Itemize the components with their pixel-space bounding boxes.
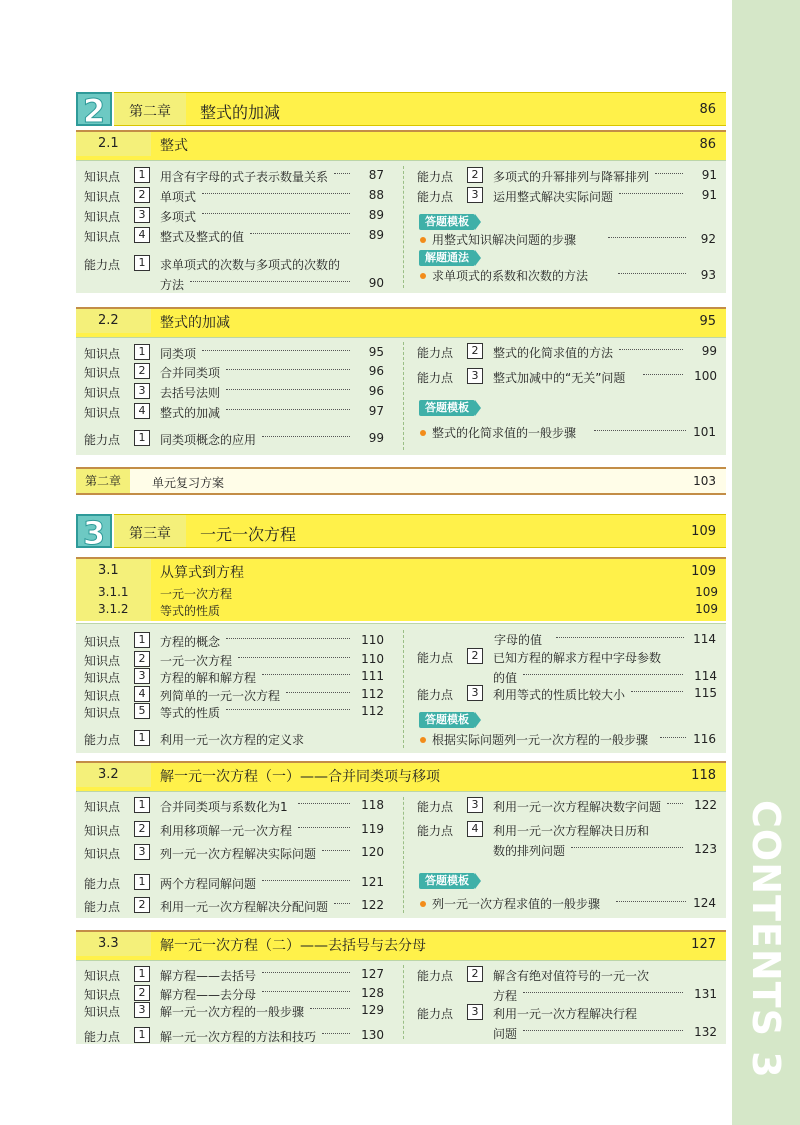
toc-item[interactable] [84,686,384,704]
item-page: 89 [368,208,384,222]
dot-leader [643,374,683,375]
item-kind: 知识点 [84,366,121,380]
item-text: 求单项式的次数与多项式的次数的 [160,258,341,272]
item-kind: 知识点 [84,800,121,814]
dot-leader [226,409,350,410]
item-page: 122 [361,898,384,912]
toc-item[interactable] [417,1004,717,1041]
item-page: 99 [701,344,717,358]
dot-leader [262,972,350,973]
toc-item[interactable] [84,844,384,862]
dot-leader [322,850,350,851]
item-text: 合并同类项 [160,366,221,380]
answer-template-tag: 答题模板 [419,712,475,728]
dot-leader [298,827,350,828]
item-text: 用含有字母的式子表示数量关系 [160,170,329,184]
item-kind: 知识点 [84,190,121,204]
chapter-label: 第二章 [129,104,171,120]
item-page: 128 [361,986,384,1000]
chapter-2-header[interactable] [76,92,726,130]
item-page: 91 [701,168,717,182]
item-kind: 知识点 [84,988,121,1002]
dot-leader [262,436,350,437]
bullet-icon [420,237,426,243]
dot-leader [322,1033,350,1034]
section-title: 从算式到方程 [160,565,244,581]
dot-leader [238,657,350,658]
bullet-icon [420,430,426,436]
section-title: 整式的加减 [160,315,230,331]
toc-item[interactable] [84,651,384,669]
toc-item[interactable] [84,730,384,748]
side-label [732,800,800,1079]
item-text: 列一元一次方程解决实际问题 [160,847,317,861]
section-page: 86 [699,137,716,152]
toc-item[interactable] [84,167,384,185]
item-kind: 能力点 [417,800,454,814]
item-kind: 知识点 [84,170,121,184]
item-kind: 知识点 [84,689,121,703]
item-page: 118 [361,798,384,812]
item-page: 99 [368,431,384,445]
item-text: 两个方程同解问题 [160,877,257,891]
item-page: 90 [368,276,384,290]
chapter-title: 整式的加减 [200,103,281,122]
item-number-box: 1 [134,255,150,271]
item-number-box: 1 [134,344,150,360]
item-kind: 知识点 [84,230,121,244]
item-number-box: 2 [467,648,483,664]
dot-leader [523,992,683,993]
item-text: 利用等式的性质比较大小 [493,688,626,702]
chapter-number-box [76,514,112,552]
review-page: 103 [693,474,716,488]
item-kind: 能力点 [417,824,454,838]
item-number-box: 5 [134,703,150,719]
dot-leader [298,803,350,804]
chapter-title: 一元一次方程 [200,525,297,544]
item-number-box: 2 [467,966,483,982]
dot-leader [226,389,350,390]
section-page: 118 [691,768,716,783]
section-title: 解一元一次方程（一）——合并同类项与移项 [160,769,440,785]
item-page: 97 [368,404,384,418]
item-page: 120 [361,845,384,859]
item-number-box: 1 [134,632,150,648]
item-page: 110 [361,652,384,666]
item-text: 解含有绝对值符号的一元一次 [493,969,650,983]
review-chapter-label: 第二章 [76,469,130,493]
section-page: 109 [691,564,716,579]
item-kind: 知识点 [84,824,121,838]
item-text-continued: 数的排列问题 [493,844,566,858]
item-text: 同类项概念的应用 [160,433,257,447]
toc-item[interactable] [417,821,717,858]
item-kind: 能力点 [417,688,454,702]
continued-item[interactable]: 字母的值 114 [494,632,716,647]
item-number-box: 3 [467,368,483,384]
item-text: 利用一元一次方程解决日历和 [493,824,650,838]
item-page: 96 [368,384,384,398]
item-page: 110 [361,633,384,647]
item-number-box: 1 [134,966,150,982]
section-number: 2.2 [98,313,119,328]
item-page: 121 [361,875,384,889]
item-text-continued: 问题 [493,1027,518,1041]
item-number-box: 3 [467,685,483,701]
toc-item[interactable] [84,227,384,245]
item-page: 114 [694,669,717,683]
item-page: 95 [368,345,384,359]
toc-item[interactable] [84,1002,384,1020]
toc-item[interactable] [84,255,384,292]
item-kind: 知识点 [84,1005,121,1019]
item-kind: 能力点 [417,651,454,665]
item-text: 多项式 [160,210,197,224]
item-kind: 能力点 [417,346,454,360]
dot-leader [619,349,683,350]
item-text: 多项式的升幂排列与降幂排列 [493,170,650,184]
chapter-number: 3 [82,514,106,552]
item-page: 127 [361,967,384,981]
chapter-number: 2 [82,92,106,130]
item-text-continued: 方法 [160,278,185,292]
item-text: 同类项 [160,347,197,361]
item-text: 解一元一次方程的一般步骤 [160,1005,305,1019]
toc-item[interactable] [84,430,384,448]
bullet-icon [420,737,426,743]
dot-leader [523,674,683,675]
item-page: 129 [361,1003,384,1017]
toc-item[interactable] [417,648,717,685]
dot-leader [619,193,683,194]
item-text: 列简单的一元一次方程 [160,689,281,703]
item-kind: 能力点 [84,733,121,747]
item-number-box: 3 [134,844,150,860]
dot-leader [655,173,683,174]
toc-item[interactable] [84,187,384,205]
item-number-box: 2 [467,343,483,359]
item-number-box: 3 [134,668,150,684]
item-page: 96 [368,364,384,378]
item-number-box: 2 [134,821,150,837]
dot-leader [262,991,350,992]
item-text-continued: 的值 [493,671,518,685]
toc-item[interactable] [84,897,384,915]
section-page: 95 [699,314,716,329]
item-number-box: 3 [467,1004,483,1020]
contents-label: CONTENTS 3 [744,800,788,1079]
toc-item[interactable] [417,167,717,185]
toc-item[interactable] [417,343,717,361]
item-page: 88 [368,188,384,202]
item-text: 方程的概念 [160,635,221,649]
item-kind: 能力点 [417,371,454,385]
bullet-icon [420,273,426,279]
item-number-box: 4 [467,821,483,837]
item-number-box: 2 [134,651,150,667]
item-text: 解一元一次方程的方法和技巧 [160,1030,317,1044]
item-page: 119 [361,822,384,836]
chapter-review-row[interactable] [76,467,726,495]
toc-item[interactable] [84,344,384,362]
toc-item[interactable] [84,632,384,650]
item-page: 131 [694,987,717,1001]
tip-item[interactable]: 整式的化简求值的一般步骤 101 [432,425,716,440]
dot-leader [250,233,350,234]
item-page: 87 [368,168,384,182]
chapter-3-header[interactable] [76,514,726,552]
toc-item[interactable] [84,966,384,984]
dot-leader [202,350,350,351]
item-number-box: 2 [134,897,150,913]
method-tag: 解题通法 [419,250,475,266]
section-number: 3.1 [98,563,119,578]
dot-leader [571,847,683,848]
item-kind: 能力点 [84,877,121,891]
item-text: 整式加减中的“无关”问题 [493,371,626,385]
section-title: 解一元一次方程（二）——去括号与去分母 [160,938,426,954]
item-kind: 知识点 [84,706,121,720]
dot-leader [202,213,350,214]
item-text: 利用一元一次方程的定义求 [160,733,305,747]
item-text: 整式的化简求值的方法 [493,346,614,360]
item-text: 利用移项解一元一次方程 [160,824,293,838]
item-kind: 能力点 [84,1030,121,1044]
item-number-box: 2 [467,167,483,183]
item-page: 122 [694,798,717,812]
item-page: 112 [361,687,384,701]
item-kind: 知识点 [84,671,121,685]
tip-item[interactable]: 用整式知识解决问题的步骤 92 [432,232,716,247]
dot-leader [523,1030,683,1031]
dot-leader [226,709,350,710]
item-kind: 知识点 [84,406,121,420]
item-page: 91 [701,188,717,202]
item-number-box: 3 [134,1002,150,1018]
item-kind: 知识点 [84,969,121,983]
toc-item[interactable] [84,797,384,815]
item-text: 方程的解和解方程 [160,671,257,685]
item-page: 89 [368,228,384,242]
item-page: 123 [694,842,717,856]
toc-item[interactable] [417,797,717,815]
toc-item[interactable] [84,383,384,401]
item-number-box: 4 [134,403,150,419]
item-text: 整式及整式的值 [160,230,245,244]
item-number-box: 1 [134,430,150,446]
toc-item[interactable] [84,985,384,1003]
item-text: 等式的性质 [160,706,221,720]
item-kind: 能力点 [417,190,454,204]
item-page: 112 [361,704,384,718]
item-text-continued: 方程 [493,989,518,1003]
toc-item[interactable] [84,703,384,721]
toc-item[interactable] [417,966,717,1003]
item-kind: 能力点 [417,170,454,184]
dot-leader [334,173,350,174]
section-number: 2.1 [98,136,119,151]
chapter-page: 86 [699,102,716,117]
item-page: 100 [694,369,717,383]
item-page: 115 [694,686,717,700]
item-number-box: 2 [134,187,150,203]
subsection-3-1-1[interactable]: 3.1.1 一元一次方程 109 [98,585,718,601]
item-text: 去括号法则 [160,386,221,400]
item-kind: 知识点 [84,347,121,361]
item-text: 解方程——去分母 [160,988,257,1002]
answer-template-tag: 答题模板 [419,400,475,416]
toc-item[interactable] [84,363,384,381]
section-title: 整式 [160,138,188,154]
toc-item[interactable] [84,207,384,225]
item-number-box: 2 [134,985,150,1001]
answer-template-tag: 答题模板 [419,214,475,230]
item-number-box: 1 [134,1027,150,1043]
dot-leader [286,692,350,693]
item-text: 单项式 [160,190,197,204]
tip-item[interactable]: 求单项式的系数和次数的方法 93 [432,268,716,283]
item-number-box: 2 [134,363,150,379]
section-number: 3.2 [98,767,119,782]
toc-item[interactable] [417,187,717,205]
dot-leader [631,691,683,692]
item-text: 利用一元一次方程解决数字问题 [493,800,662,814]
item-kind: 能力点 [417,969,454,983]
tip-item[interactable]: 根据实际问题列一元一次方程的一般步骤 116 [432,732,716,747]
item-number-box: 1 [134,730,150,746]
dot-leader [226,638,350,639]
item-kind: 知识点 [84,386,121,400]
toc-item[interactable] [84,403,384,421]
item-number-box: 3 [134,383,150,399]
item-kind: 能力点 [84,433,121,447]
item-kind: 能力点 [84,900,121,914]
item-text: 已知方程的解求方程中字母参数 [493,651,662,665]
review-title: 单元复习方案 [152,476,225,490]
answer-template-tag: 答题模板 [419,873,475,889]
dot-leader [310,1008,350,1009]
toc-item[interactable] [84,874,384,892]
tip-item[interactable]: 列一元一次方程求值的一般步骤 124 [432,896,716,911]
item-text: 解方程——去括号 [160,969,257,983]
item-number-box: 1 [134,167,150,183]
item-page: 111 [361,669,384,683]
section-page: 127 [691,937,716,952]
toc-item[interactable] [84,668,384,686]
chapter-page: 109 [691,524,716,539]
item-kind: 知识点 [84,847,121,861]
toc-item[interactable] [417,685,717,703]
bullet-icon [420,901,426,907]
item-kind: 知识点 [84,210,121,224]
dot-leader [667,803,683,804]
item-text: 一元一次方程 [160,654,233,668]
toc-item[interactable] [84,1027,384,1045]
item-number-box: 3 [134,207,150,223]
item-number-box: 4 [134,227,150,243]
item-kind: 知识点 [84,635,121,649]
item-text: 利用一元一次方程解决分配问题 [160,900,329,914]
item-number-box: 3 [467,187,483,203]
chapter-number-box [76,92,112,130]
dot-leader [226,369,350,370]
item-number-box: 1 [134,797,150,813]
dot-leader [190,281,350,282]
dot-leader [262,674,350,675]
item-page: 132 [694,1025,717,1039]
toc-item[interactable] [417,368,717,386]
section-number: 3.3 [98,936,119,951]
item-kind: 能力点 [84,258,121,272]
item-number-box: 1 [134,874,150,890]
dot-leader [262,880,350,881]
item-text: 合并同类项与系数化为1 [160,800,288,814]
subsection-3-1-2[interactable]: 3.1.2 等式的性质 109 [98,602,718,618]
item-kind: 知识点 [84,654,121,668]
item-text: 运用整式解决实际问题 [493,190,614,204]
item-text: 整式的加减 [160,406,221,420]
item-text: 利用一元一次方程解决行程 [493,1007,638,1021]
chapter-label: 第三章 [129,526,171,542]
item-kind: 能力点 [417,1007,454,1021]
item-page: 130 [361,1028,384,1042]
dot-leader [334,903,350,904]
toc-item[interactable] [84,821,384,839]
item-number-box: 3 [467,797,483,813]
dot-leader [202,193,350,194]
item-number-box: 4 [134,686,150,702]
